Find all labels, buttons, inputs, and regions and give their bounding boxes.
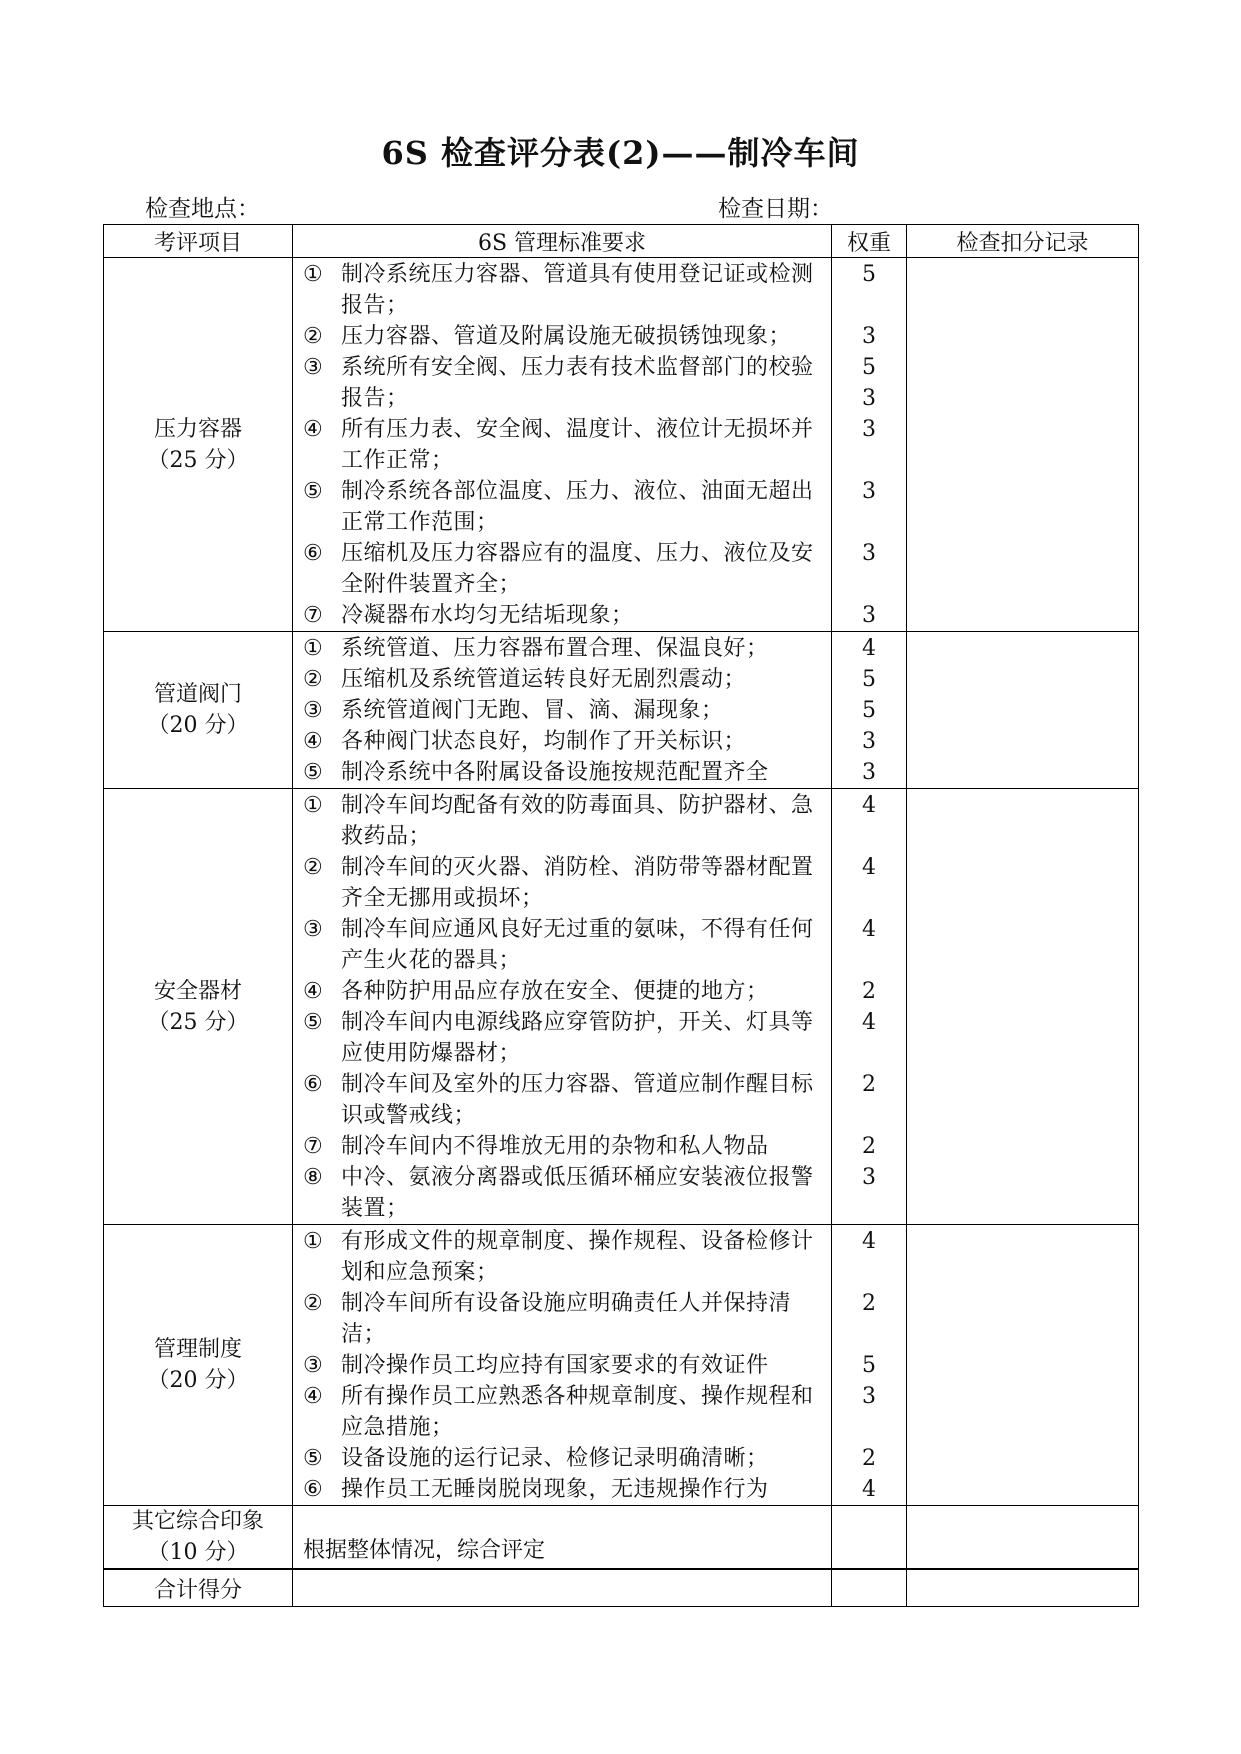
standard-item <box>303 538 823 600</box>
item-number: ③ <box>303 355 323 380</box>
standard-item <box>303 1443 823 1474</box>
header-weight: 权重 <box>832 225 907 258</box>
other-deduction-cell[interactable] <box>907 1506 1139 1570</box>
item-text: 制冷车间内电源线路应穿管防护，开关、灯具等应使用防爆器材； <box>341 1010 814 1066</box>
header-standard: 6S 管理标准要求 <box>293 225 832 258</box>
weight-value: 4 <box>862 1229 876 1254</box>
item-number: ④ <box>303 729 323 754</box>
item-number: ③ <box>303 698 323 723</box>
standard-item <box>303 914 823 976</box>
item-text: 各种防护用品应存放在安全、便捷的地方； <box>341 979 769 1004</box>
header-deduction-record: 检查扣分记录 <box>907 225 1139 258</box>
weight-value <box>832 507 906 538</box>
item-text: 所有操作员工应熟悉各种规章制度、操作规程和应急措施； <box>341 1384 814 1440</box>
weight-value: 3 <box>862 729 876 754</box>
other-row <box>104 1506 1139 1570</box>
weight-value <box>832 883 906 914</box>
item-text: 制冷系统各部位温度、压力、液位、油面无超出正常工作范围； <box>341 479 814 535</box>
total-weight-cell <box>832 1569 907 1607</box>
standard-item <box>303 1350 823 1381</box>
item-text: 制冷操作员工均应持有国家要求的有效证件 <box>341 1353 769 1378</box>
standard-cell <box>293 789 832 1225</box>
standard-item <box>303 695 823 726</box>
deduction-record-cell[interactable] <box>907 632 1139 789</box>
item-number: ① <box>303 262 323 287</box>
item-number: ⑤ <box>303 1446 323 1471</box>
item-text: 制冷系统压力容器、管道具有使用登记证或检测报告； <box>341 262 814 318</box>
item-number: ② <box>303 855 323 880</box>
item-text: 系统管道阀门无跑、冒、滴、漏现象； <box>341 698 724 723</box>
standard-cell <box>293 632 832 789</box>
item-number: ④ <box>303 979 323 1004</box>
category-score: （25 分） <box>147 447 249 473</box>
standard-item <box>303 1381 823 1443</box>
item-text: 操作员工无睡岗脱岗现象，无违规操作行为 <box>341 1477 769 1502</box>
standard-item <box>303 1162 823 1224</box>
page-title: 6S 检查评分表(2)——制冷车间 <box>381 134 860 172</box>
standard-item <box>303 1069 823 1131</box>
weight-value: 2 <box>862 1291 876 1316</box>
weight-cell <box>832 1225 907 1506</box>
item-text: 系统管道、压力容器布置合理、保温良好； <box>341 636 769 661</box>
item-number: ③ <box>303 1353 323 1378</box>
item-number: ⑥ <box>303 1477 323 1502</box>
item-text: 制冷车间内不得堆放无用的杂物和私人物品 <box>341 1134 769 1159</box>
item-number: ② <box>303 667 323 692</box>
item-text: 制冷车间均配备有效的防毒面具、防护器材、急救药品； <box>341 793 814 849</box>
item-text: 系统所有安全阀、压力表有技术监督部门的校验报告； <box>341 355 814 411</box>
weight-value: 3 <box>862 417 876 442</box>
item-number: ⑤ <box>303 1010 323 1035</box>
standard-item <box>303 600 823 631</box>
total-row <box>104 1569 1139 1607</box>
weight-value <box>832 1257 906 1288</box>
standard-item <box>303 1131 823 1162</box>
other-weight-cell <box>832 1506 907 1570</box>
category-score: （20 分） <box>147 1368 249 1393</box>
standard-item <box>303 852 823 914</box>
category-name: 管道阀门 <box>153 682 242 707</box>
total-score-cell[interactable] <box>907 1569 1139 1607</box>
weight-value <box>832 290 906 321</box>
item-number: ⑥ <box>303 541 323 566</box>
deduction-record-cell[interactable] <box>907 258 1139 632</box>
weight-value: 3 <box>862 479 876 504</box>
total-standard-cell <box>293 1569 832 1607</box>
standard-item <box>303 1288 823 1350</box>
standard-item <box>303 633 823 664</box>
standard-item <box>303 790 823 852</box>
standard-item <box>303 414 823 476</box>
sections-body <box>104 258 1139 1506</box>
weight-value <box>832 821 906 852</box>
section-row <box>104 789 1139 1225</box>
section-row <box>104 258 1139 632</box>
item-number: ⑤ <box>303 760 323 785</box>
weight-value: 5 <box>862 698 876 723</box>
item-text: 中冷、氨液分离器或低压循环桶应安装液位报警装置； <box>341 1165 814 1221</box>
item-text: 冷凝器布水均匀无结垢现象； <box>341 603 634 628</box>
weight-value: 5 <box>862 667 876 692</box>
category-cell <box>104 258 293 632</box>
item-number: ① <box>303 1229 323 1254</box>
weight-value: 4 <box>862 1010 876 1035</box>
item-number: ⑥ <box>303 1072 323 1097</box>
weight-value <box>832 945 906 976</box>
item-text: 制冷车间应通风良好无过重的氨味，不得有任何产生火花的器具； <box>341 917 814 973</box>
section-row <box>104 1225 1139 1506</box>
category-name: 压力容器 <box>153 416 242 442</box>
weight-value: 2 <box>862 1134 876 1159</box>
total-label: 合计得分 <box>104 1569 293 1607</box>
weight-value <box>832 1100 906 1131</box>
weight-value: 3 <box>862 386 876 411</box>
weight-value: 5 <box>862 1353 876 1378</box>
standard-item <box>303 1474 823 1505</box>
item-number: ② <box>303 324 323 349</box>
standard-cell <box>293 1225 832 1506</box>
weight-value: 3 <box>862 1165 876 1190</box>
other-category-score: （10 分） <box>147 1540 249 1565</box>
category-cell <box>104 632 293 789</box>
item-number: ⑦ <box>303 1134 323 1159</box>
item-number: ③ <box>303 917 323 942</box>
weight-value: 4 <box>862 636 876 661</box>
weight-value: 3 <box>862 760 876 785</box>
section-row <box>104 632 1139 789</box>
item-number: ④ <box>303 1384 323 1409</box>
standard-item <box>303 976 823 1007</box>
standard-item <box>303 476 823 538</box>
item-number: ① <box>303 636 323 661</box>
weight-value <box>832 569 906 600</box>
weight-value: 5 <box>862 262 876 287</box>
weight-value: 3 <box>862 603 876 628</box>
other-category-name: 其它综合印象 <box>131 1509 264 1534</box>
standard-item <box>303 352 823 414</box>
item-number: ⑧ <box>303 1165 323 1190</box>
table-header-row <box>104 225 1139 258</box>
item-text: 制冷车间所有设备设施应明确责任人并保持清洁； <box>341 1291 792 1347</box>
weight-value <box>832 1319 906 1350</box>
item-number: ④ <box>303 417 323 442</box>
deduction-record-cell[interactable] <box>907 789 1139 1225</box>
weight-value: 3 <box>862 324 876 349</box>
weight-value <box>832 1193 906 1224</box>
weight-value: 4 <box>862 793 876 818</box>
item-text: 制冷车间的灭火器、消防栓、消防带等器材配置齐全无挪用或损坏； <box>341 855 814 911</box>
item-number: ⑤ <box>303 479 323 504</box>
category-score: （25 分） <box>147 1009 249 1035</box>
item-text: 各种阀门状态良好，均制作了开关标识； <box>341 729 747 754</box>
weight-value <box>832 445 906 476</box>
deduction-record-cell[interactable] <box>907 1225 1139 1506</box>
standard-cell <box>293 258 832 632</box>
item-number: ① <box>303 793 323 818</box>
score-table <box>103 224 1139 1607</box>
weight-cell <box>832 789 907 1225</box>
standard-item <box>303 757 823 788</box>
item-text: 压力容器、管道及附属设施无破损锈蚀现象； <box>341 324 792 349</box>
weight-value: 2 <box>862 1072 876 1097</box>
item-number: ⑦ <box>303 603 323 628</box>
weight-value: 5 <box>862 355 876 380</box>
other-category-cell <box>104 1506 293 1570</box>
weight-value: 2 <box>862 1446 876 1471</box>
weight-cell <box>832 258 907 632</box>
standard-item <box>303 259 823 321</box>
weight-value <box>832 1412 906 1443</box>
header-category: 考评项目 <box>104 225 293 258</box>
category-score: （20 分） <box>147 713 249 738</box>
item-text: 压缩机及压力容器应有的温度、压力、液位及安全附件装置齐全； <box>341 541 814 597</box>
weight-value: 3 <box>862 1384 876 1409</box>
category-name: 安全器材 <box>153 978 242 1004</box>
inspection-date-label: 检查日期： <box>718 196 833 222</box>
item-text: 有形成文件的规章制度、操作规程、设备检修计划和应急预案； <box>341 1229 814 1285</box>
category-cell <box>104 789 293 1225</box>
category-name: 管理制度 <box>153 1337 242 1362</box>
weight-value <box>832 1038 906 1069</box>
weight-value: 4 <box>862 1477 876 1502</box>
item-text: 压缩机及系统管道运转良好无剧烈震动； <box>341 667 747 692</box>
standard-item <box>303 1007 823 1069</box>
standard-item <box>303 664 823 695</box>
category-cell <box>104 1225 293 1506</box>
standard-item <box>303 321 823 352</box>
weight-value: 3 <box>862 541 876 566</box>
standard-item <box>303 1226 823 1288</box>
item-number: ② <box>303 1291 323 1316</box>
inspection-place-label: 检查地点： <box>145 196 260 222</box>
item-text: 所有压力表、安全阀、温度计、液位计无损坏并工作正常； <box>341 417 814 473</box>
other-standard-text: 根据整体情况，综合评定 <box>293 1506 832 1570</box>
weight-value: 4 <box>862 855 876 880</box>
weight-cell <box>832 632 907 789</box>
weight-value: 4 <box>862 917 876 942</box>
item-text: 制冷系统中各附属设备设施按规范配置齐全 <box>341 760 769 785</box>
standard-item <box>303 726 823 757</box>
item-text: 制冷车间及室外的压力容器、管道应制作醒目标识或警戒线； <box>341 1072 814 1128</box>
item-text: 设备设施的运行记录、检修记录明确清晰； <box>341 1446 769 1471</box>
weight-value: 2 <box>862 979 876 1004</box>
